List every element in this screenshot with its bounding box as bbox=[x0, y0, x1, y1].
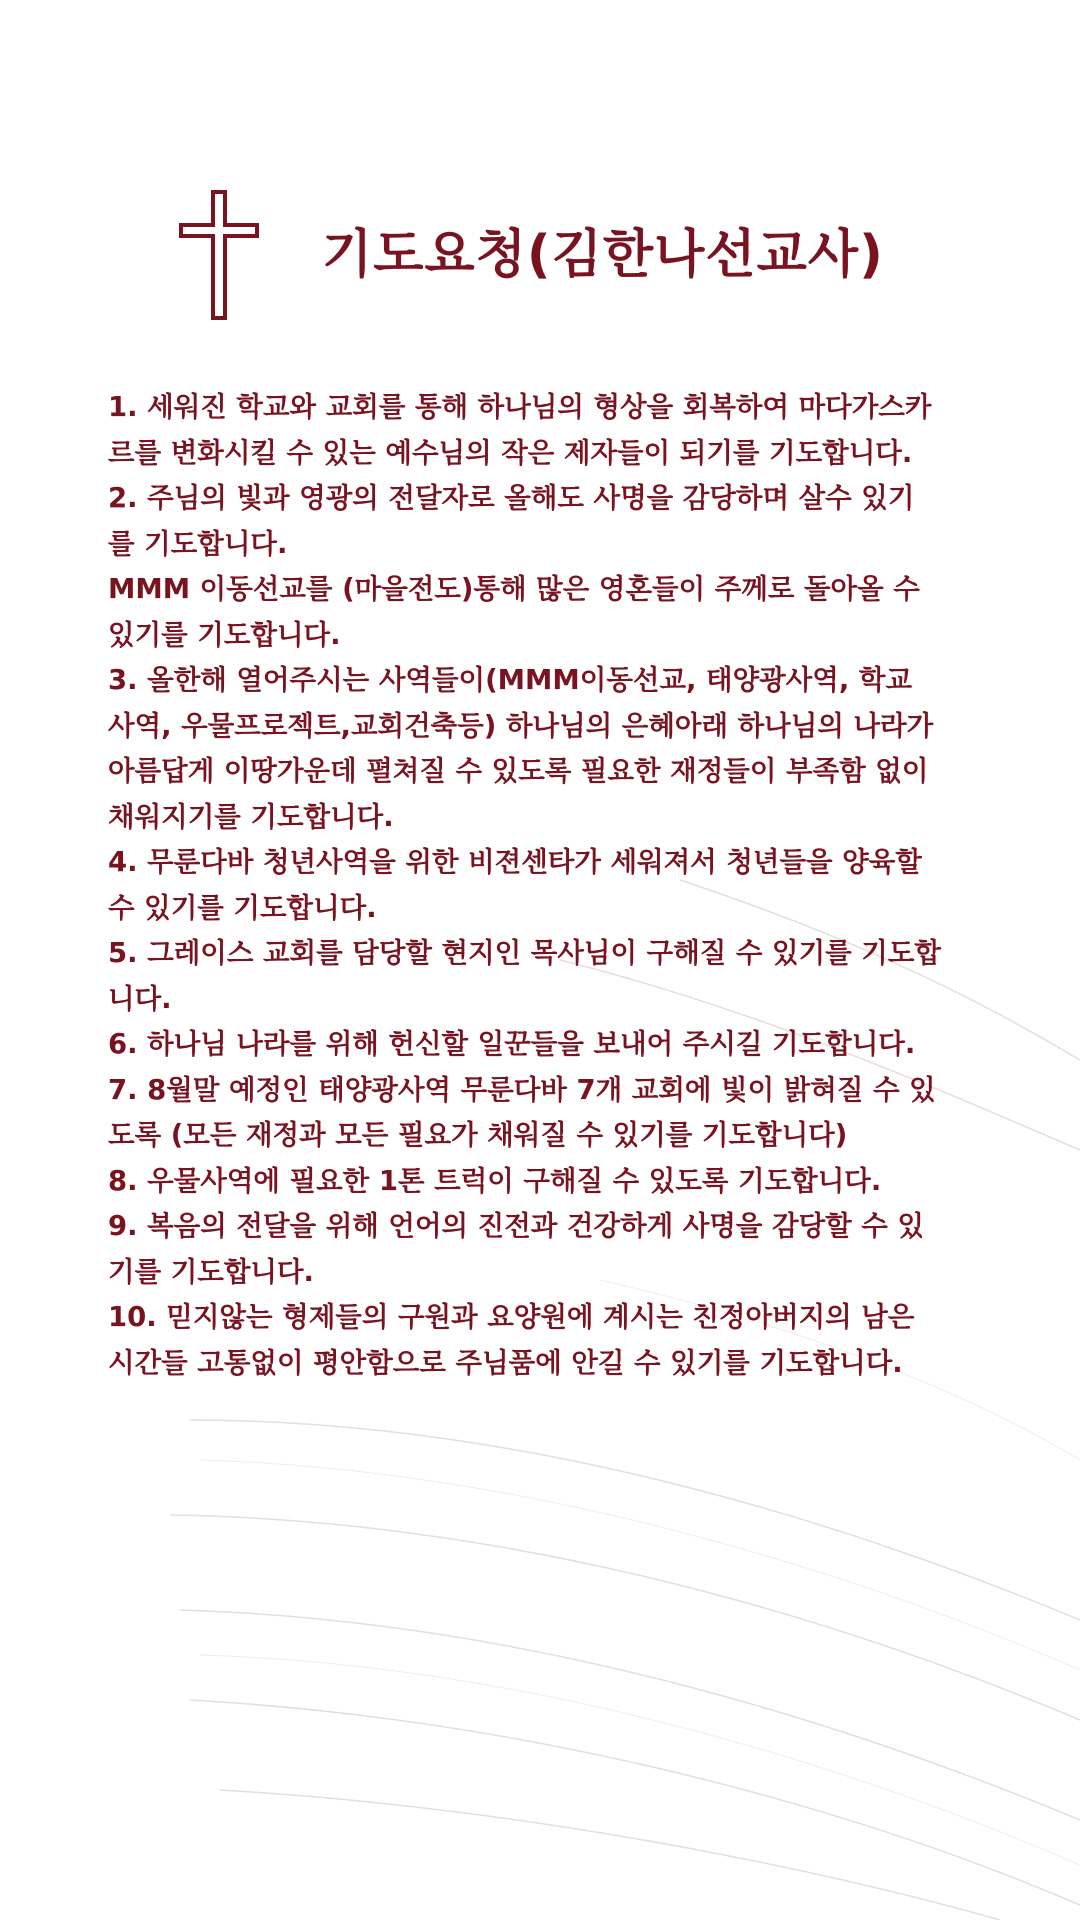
text-line: 9. 복음의 전달을 위해 언어의 진전과 건강하게 사명을 감당할 수 있 bbox=[108, 1210, 925, 1242]
text-line: 수 있기를 기도합니다. bbox=[108, 891, 377, 924]
text-line: 니다. bbox=[108, 982, 172, 1015]
header bbox=[0, 185, 1080, 325]
text-line: 2. 주님의 빛과 영광의 전달자로 올해도 사명을 감당하며 살수 있기 bbox=[108, 482, 915, 514]
text-line: MMM 이동선교를 (마을전도)통해 많은 영혼들이 주께로 돌아올 수 bbox=[108, 573, 920, 605]
text-line: 5. 그레이스 교회를 담당할 현지인 목사님이 구해질 수 있기를 기도합 bbox=[108, 937, 941, 969]
text-line: 기를 기도합니다. bbox=[108, 1255, 314, 1288]
text-line: 도록 (모든 재정과 모든 필요가 채워질 수 있기를 기도합니다) bbox=[108, 1119, 848, 1151]
text-line: 시간들 고통없이 평안함으로 주님품에 안길 수 있기를 기도합니다. bbox=[108, 1346, 903, 1379]
text-line: 7. 8월말 예정인 태양광사역 무룬다바 7개 교회에 빛이 밝혀질 수 있 bbox=[108, 1073, 936, 1106]
text-line: 4. 무룬다바 청년사역을 위한 비젼센타가 세워져서 청년들을 양육할 bbox=[108, 846, 922, 878]
text-line: 아름답게 이땅가운데 펼쳐질 수 있도록 필요한 재정들이 부족함 없이 bbox=[108, 755, 929, 787]
text-line: 사역, 우물프로젝트,교회건축등) 하나님의 은혜아래 하나님의 나라가 bbox=[108, 709, 934, 742]
text-line: 를 기도합니다. bbox=[108, 527, 288, 560]
text-line: 10. 믿지않는 형제들의 구원과 요양원에 계시는 친정아버지의 남은 bbox=[108, 1301, 915, 1333]
text-line: 채워지기를 기도합니다. bbox=[108, 800, 394, 833]
cross-icon bbox=[178, 189, 260, 321]
prayer-request-list bbox=[108, 385, 1008, 1386]
text-line: 1. 세워진 학교와 교회를 통해 하나님의 형상을 회복하여 마다가스카 bbox=[108, 391, 932, 423]
text-line: 있기를 기도합니다. bbox=[108, 618, 341, 651]
text-line: 3. 올한해 열어주시는 사역들이(MMM이동선교, 태양광사역, 학교 bbox=[108, 664, 913, 696]
text-line: 르를 변화시킬 수 있는 예수님의 작은 제자들이 되기를 기도합니다. bbox=[108, 436, 913, 469]
text-line: 6. 하나님 나라를 위해 헌신할 일꾼들을 보내어 주시길 기도합니다. bbox=[108, 1028, 916, 1060]
page-title: 기도요청(김한나선교사) bbox=[322, 225, 884, 285]
text-line: 8. 우물사역에 필요한 1톤 트럭이 구해질 수 있도록 기도합니다. bbox=[108, 1164, 882, 1197]
